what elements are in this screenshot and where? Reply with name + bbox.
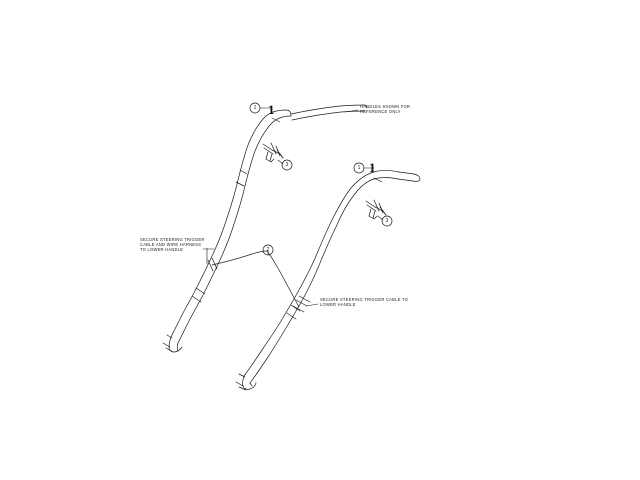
left-handle-tube	[163, 110, 291, 352]
left-cable-clamp	[263, 143, 283, 162]
bold-number-right: 1	[369, 160, 376, 175]
leader-lines	[203, 108, 383, 306]
cable-tie-routing	[208, 251, 310, 312]
note-handles-reference: HANDLES SHOWN FOR REFERENCE ONLY	[360, 104, 411, 115]
balloon-1-left-label: 1	[253, 105, 257, 111]
balloon-circles	[250, 103, 392, 255]
right-handle-tube	[236, 171, 420, 391]
note-secure-right: SECURE STEERING TRIGGER CABLE TO LOWER HANDLE	[320, 297, 409, 308]
balloon-3-right-label: 3	[385, 218, 389, 224]
balloon-1-right-label: 1	[357, 165, 361, 171]
balloon-3-left-label: 3	[285, 162, 289, 168]
right-cable-clamp	[366, 200, 386, 219]
bold-number-left: 1	[268, 102, 275, 117]
note-secure-left: SECURE STEERING TRIGGER CABLE AND WIRE HARNESS TO LOWER HANDLE	[140, 237, 205, 253]
upper-cross-bar	[291, 105, 367, 120]
balloon-2-center-label: 2	[266, 247, 270, 253]
